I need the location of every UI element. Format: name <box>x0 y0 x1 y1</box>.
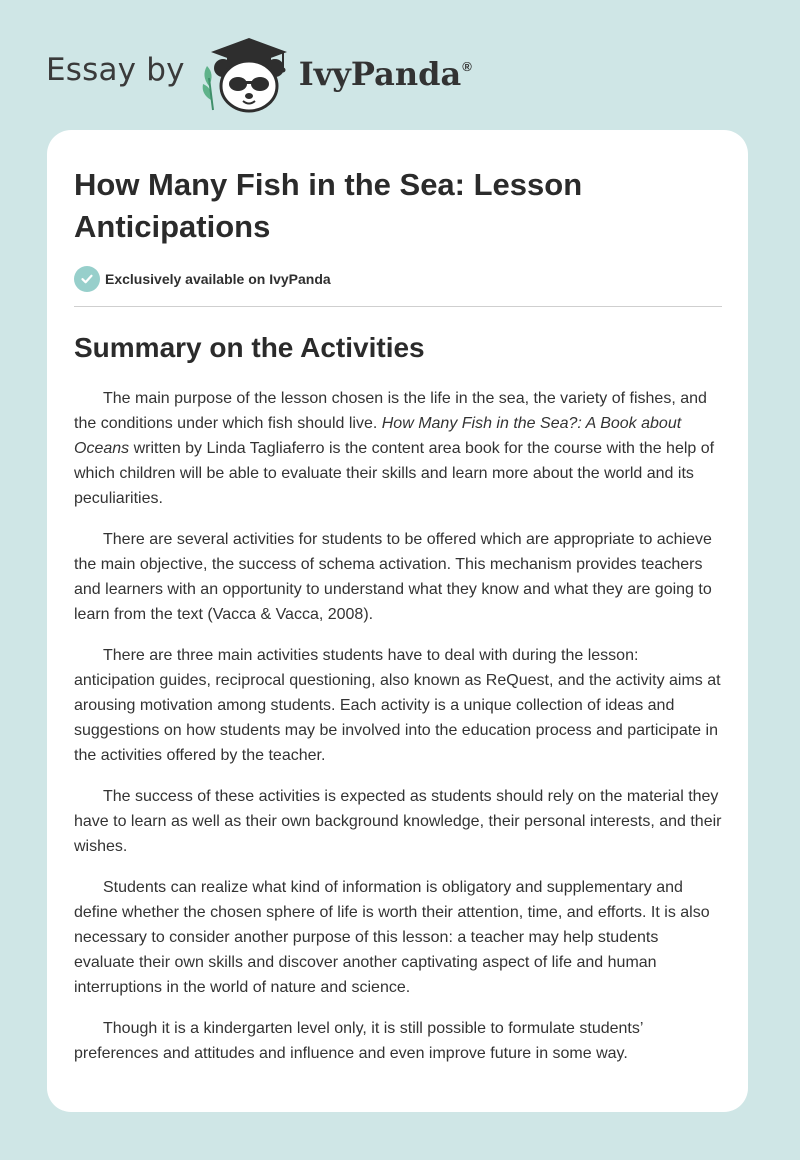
site-header <box>46 34 472 114</box>
paragraph: Though it is a kindergarten level only, it is still possible to formulate students’ preferences and attitudes and influence and even improve future in some way. <box>74 1020 643 1062</box>
essay-by-label: Essay by <box>46 52 185 88</box>
page-title: How Many Fish in the Sea: Lesson Anticipations <box>74 167 583 244</box>
book-title: How Many Fish in the Sea?: A Book about Oceans <box>74 415 682 457</box>
paragraph: Students can realize what kind of information is obligatory and supplementary and define whether the chosen sphere of life is worth their attention, time, and efforts. It is also necessary to consider another purpose of this lesson: a teacher may help students evaluate their own skills and discover another captivating aspect of life and human interruptions in the world of nature and science. <box>74 879 710 996</box>
section-heading: Summary on the Activities <box>74 332 425 363</box>
brand-name[interactable]: IvyPanda® <box>298 55 472 93</box>
divider <box>74 306 722 307</box>
registered-mark: ® <box>462 59 472 74</box>
exclusive-badge <box>74 265 722 293</box>
paragraph: The main purpose of the lesson chosen is the life in the sea, the variety of fishes, and the conditions under which fish should live. How Many Fish in the Sea?: A Book about Oceans written by Linda Tagliaferro is the content area book for the course with the help of which children will be able to evaluate their skills and learn more about the world and its peculiarities. <box>74 390 715 507</box>
exclusive-label: Exclusively available on IvyPanda <box>105 271 331 287</box>
article-card <box>47 130 748 1112</box>
paragraph: There are three main activities students have to deal with during the lesson: anticipation guides, reciprocal questioning, also known as ReQuest, and the activity aims at arousing motivation among students. Each activity is a unique collection of ideas and suggestions on how students may be involved into the education process and participate in the activities offered by the teacher. <box>74 647 721 764</box>
article-body <box>74 386 722 1066</box>
panda-logo-icon[interactable] <box>199 34 293 114</box>
paragraph: There are several activities for students to be offered which are appropriate to achieve the main objective, the success of schema activation. This mechanism provides teachers and learners with an opportunity to understand what they know and what they are going to learn from the text (Vacca & Vacca, 2008). <box>74 531 712 623</box>
check-icon <box>74 266 100 292</box>
paragraph: The success of these activities is expected as students should rely on the material they have to learn as well as their own background knowledge, their personal interests, and their wishes. <box>74 788 722 855</box>
